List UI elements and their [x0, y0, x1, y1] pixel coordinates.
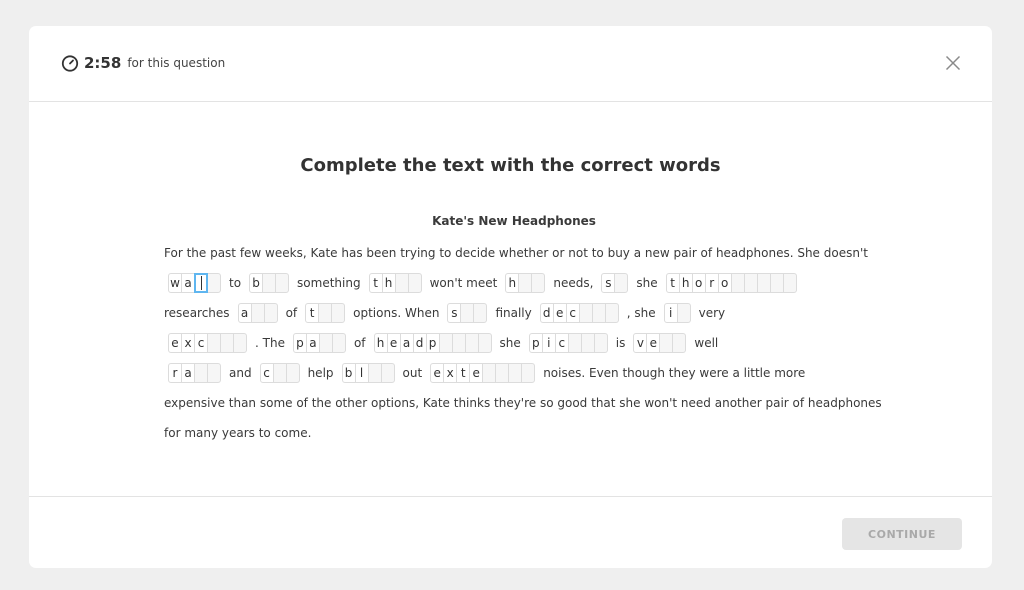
- passage-line: [164, 358, 864, 388]
- letter-input[interactable]: [262, 273, 276, 293]
- letter-input[interactable]: [331, 303, 345, 323]
- letter-input[interactable]: [770, 273, 784, 293]
- fill-in-word: [249, 273, 289, 293]
- passage-text: she: [499, 336, 521, 350]
- passage-title: Kate's New Headphones: [432, 214, 596, 228]
- fill-in-word: [369, 273, 422, 293]
- letter-input[interactable]: [594, 333, 608, 353]
- letter-input[interactable]: [568, 333, 582, 353]
- fill-in-word: [342, 363, 395, 383]
- fill-in-word: [633, 333, 686, 353]
- letter-input[interactable]: [251, 303, 265, 323]
- letter-box: i: [664, 303, 678, 323]
- timer-caption: for this question: [127, 56, 226, 70]
- letter-box: x: [181, 333, 195, 353]
- letter-box: t: [456, 363, 470, 383]
- letter-input[interactable]: [677, 303, 691, 323]
- letter-box: d: [413, 333, 427, 353]
- letter-input[interactable]: [731, 273, 745, 293]
- letter-box: a: [181, 273, 195, 293]
- letter-input[interactable]: [581, 333, 595, 353]
- passage-line: [164, 238, 868, 268]
- letter-input[interactable]: [332, 333, 346, 353]
- passage-text: something: [297, 276, 361, 290]
- fill-in-word: [168, 333, 247, 353]
- letter-box: v: [633, 333, 647, 353]
- letter-input[interactable]: [207, 333, 221, 353]
- letter-input[interactable]: [744, 273, 758, 293]
- letter-input[interactable]: [672, 333, 686, 353]
- letter-input[interactable]: [207, 273, 221, 293]
- passage-text: to: [229, 276, 242, 290]
- passage-lines: [164, 238, 882, 448]
- letter-box: o: [718, 273, 732, 293]
- letter-box: h: [505, 273, 519, 293]
- letter-input[interactable]: [207, 363, 221, 383]
- fill-in-word: [540, 303, 619, 323]
- letter-input[interactable]: [408, 273, 422, 293]
- fill-in-word: [168, 273, 221, 293]
- fill-in-word: [260, 363, 300, 383]
- letter-input[interactable]: [273, 363, 287, 383]
- letter-box: h: [382, 273, 396, 293]
- letter-box: c: [194, 333, 208, 353]
- letter-box: a: [400, 333, 414, 353]
- letter-box: a: [181, 363, 195, 383]
- fill-in-word: [447, 303, 487, 323]
- letter-input[interactable]: [521, 363, 535, 383]
- letter-box: b: [249, 273, 263, 293]
- passage-text: of: [353, 336, 366, 350]
- question-body: [29, 102, 992, 497]
- passage-line: [164, 298, 864, 328]
- stopwatch-icon: [61, 54, 79, 72]
- passage-text: . The: [255, 336, 285, 350]
- letter-input[interactable]: [381, 363, 395, 383]
- letter-input[interactable]: [783, 273, 797, 293]
- letter-box: h: [374, 333, 388, 353]
- letter-box: e: [168, 333, 182, 353]
- letter-box: b: [342, 363, 356, 383]
- letter-box: p: [293, 333, 307, 353]
- passage-text: options. When: [353, 306, 440, 320]
- letter-box: t: [305, 303, 319, 323]
- letter-box: i: [542, 333, 556, 353]
- letter-input[interactable]: [482, 363, 496, 383]
- passage-line: [164, 328, 864, 358]
- letter-input[interactable]: [395, 273, 409, 293]
- letter-input[interactable]: [194, 273, 208, 293]
- fill-in-word: [374, 333, 492, 353]
- passage-text: well: [694, 336, 719, 350]
- fill-in-word: [505, 273, 545, 293]
- letter-input[interactable]: [473, 303, 487, 323]
- fill-in-word: [664, 303, 691, 323]
- letter-input[interactable]: [460, 303, 474, 323]
- letter-input[interactable]: [495, 363, 509, 383]
- letter-box: c: [566, 303, 580, 323]
- passage-text: help: [307, 366, 334, 380]
- continue-button[interactable]: CONTINUE: [842, 518, 962, 550]
- letter-input[interactable]: [286, 363, 300, 383]
- passage-line: [164, 418, 864, 448]
- letter-box: o: [692, 273, 706, 293]
- letter-box: s: [601, 273, 615, 293]
- letter-box: r: [705, 273, 719, 293]
- letter-box: r: [168, 363, 182, 383]
- letter-box: a: [238, 303, 252, 323]
- passage-text: won't meet: [429, 276, 498, 290]
- letter-box: e: [430, 363, 444, 383]
- fill-in-word: [305, 303, 345, 323]
- letter-box: c: [260, 363, 274, 383]
- letter-input[interactable]: [194, 363, 208, 383]
- letter-input[interactable]: [531, 273, 545, 293]
- passage-text: , she: [626, 306, 656, 320]
- letter-box: p: [529, 333, 543, 353]
- letter-input[interactable]: [478, 333, 492, 353]
- letter-box: p: [426, 333, 440, 353]
- letter-input[interactable]: [452, 333, 466, 353]
- text-caret: [201, 276, 202, 290]
- letter-input[interactable]: [579, 303, 593, 323]
- passage-text: finally: [495, 306, 532, 320]
- close-icon[interactable]: [945, 55, 961, 71]
- fill-in-word: [666, 273, 797, 293]
- letter-box: d: [540, 303, 554, 323]
- letter-box: a: [306, 333, 320, 353]
- letter-box: e: [553, 303, 567, 323]
- letter-box: t: [666, 273, 680, 293]
- letter-input[interactable]: [465, 333, 479, 353]
- question-header: [29, 26, 992, 102]
- letter-box: l: [355, 363, 369, 383]
- question-card: [29, 26, 992, 568]
- passage-text: is: [615, 336, 626, 350]
- letter-box: x: [443, 363, 457, 383]
- letter-input[interactable]: [264, 303, 278, 323]
- fill-in-word: [529, 333, 608, 353]
- letter-box: c: [555, 333, 569, 353]
- letter-input[interactable]: [233, 333, 247, 353]
- letter-input[interactable]: [518, 273, 532, 293]
- passage-text: of: [285, 306, 298, 320]
- passage-text: and: [229, 366, 252, 380]
- passage-text: for many years to come.: [164, 426, 312, 440]
- fill-in-word: [430, 363, 535, 383]
- letter-input[interactable]: [592, 303, 606, 323]
- letter-input[interactable]: [757, 273, 771, 293]
- passage-text: needs,: [553, 276, 594, 290]
- letter-input[interactable]: [368, 363, 382, 383]
- letter-input[interactable]: [659, 333, 673, 353]
- passage-text: very: [698, 306, 726, 320]
- letter-input[interactable]: [439, 333, 453, 353]
- passage-text: researches: [164, 306, 230, 320]
- letter-input[interactable]: [275, 273, 289, 293]
- passage-line: [164, 268, 864, 298]
- fill-in-word: [601, 273, 628, 293]
- letter-box: w: [168, 273, 182, 293]
- passage-text: noises. Even though they were a little more: [543, 366, 806, 380]
- passage-text: expensive than some of the other options, Kate thinks they're so good that she won't need another pair of headphones: [164, 396, 882, 410]
- letter-input[interactable]: [614, 273, 628, 293]
- letter-box: t: [369, 273, 383, 293]
- letter-box: s: [447, 303, 461, 323]
- question-timer: [61, 54, 225, 72]
- question-heading: Complete the text with the correct words: [300, 155, 721, 176]
- letter-box: h: [679, 273, 693, 293]
- letter-input[interactable]: [318, 303, 332, 323]
- question-footer: [29, 497, 992, 569]
- letter-box: e: [387, 333, 401, 353]
- letter-input[interactable]: [319, 333, 333, 353]
- letter-input[interactable]: [605, 303, 619, 323]
- letter-input[interactable]: [220, 333, 234, 353]
- timer-value: 2:58: [84, 54, 122, 72]
- letter-input[interactable]: [508, 363, 522, 383]
- letter-box: e: [469, 363, 483, 383]
- passage-text: she: [636, 276, 658, 290]
- passage-line: [164, 388, 882, 418]
- passage: [164, 214, 882, 448]
- passage-text: out: [402, 366, 423, 380]
- letter-box: e: [646, 333, 660, 353]
- passage-text: For the past few weeks, Kate has been trying to decide whether or not to buy a new pair of headphones. She doesn't: [164, 246, 868, 260]
- fill-in-word: [168, 363, 221, 383]
- fill-in-word: [293, 333, 346, 353]
- fill-in-word: [238, 303, 278, 323]
